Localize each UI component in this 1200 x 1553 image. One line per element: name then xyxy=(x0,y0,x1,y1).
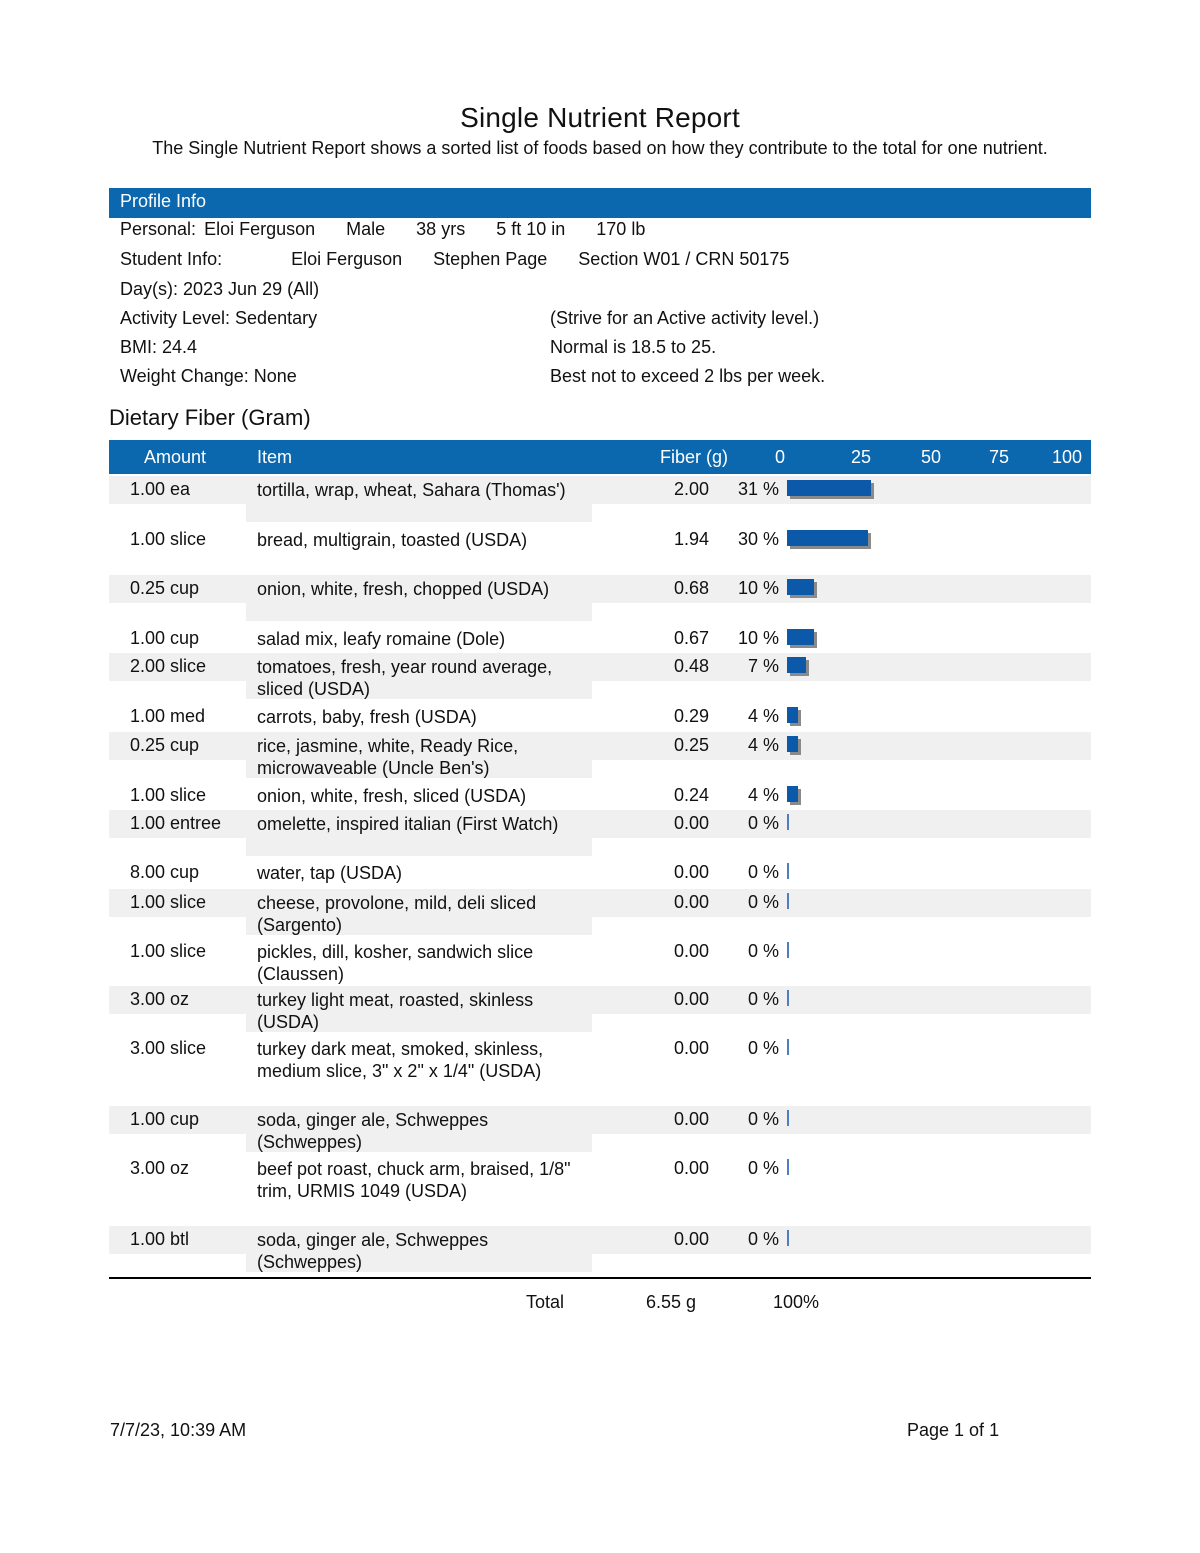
row-percent-bar xyxy=(787,990,789,1006)
row-amount: 3.00 slice xyxy=(130,1038,207,1058)
row-item: turkey dark meat, smoked, skinless, medium slice, 3" x 2" x 1/4" (USDA) xyxy=(257,1039,544,1081)
row-fiber-value: 0.68 xyxy=(673,578,709,598)
profile-header: Profile Info xyxy=(109,188,1091,218)
row-amount: 2.00 slice xyxy=(130,656,207,676)
row-amount: 1.00 cup xyxy=(130,1109,200,1129)
row-percent: 0 % xyxy=(747,1109,779,1129)
row-percent-bar xyxy=(787,1159,789,1175)
row-percent-bar xyxy=(787,814,789,830)
activity-note: (Strive for an Active activity level.) xyxy=(550,308,820,328)
row-amount: 1.00 entree xyxy=(130,813,222,833)
row-percent: 0 % xyxy=(747,1158,779,1178)
scale-tick-0: 0 xyxy=(775,447,786,467)
row-amount: 1.00 med xyxy=(130,706,206,726)
days-line: Day(s): 2023 Jun 29 (All) xyxy=(120,279,320,299)
row-item: salad mix, leafy romaine (Dole) xyxy=(257,629,506,649)
total-percent: 100% xyxy=(773,1292,820,1312)
row-fiber-value: 0.00 xyxy=(673,1158,709,1178)
row-percent: 0 % xyxy=(747,1038,779,1058)
row-item: soda, ginger ale, Schweppes (Schweppes) xyxy=(257,1110,489,1152)
row-item: pickles, dill, kosher, sandwich slice (Claussen) xyxy=(257,942,534,984)
column-amount: Amount xyxy=(144,447,207,467)
row-item: onion, white, fresh, chopped (USDA) xyxy=(257,579,550,599)
row-amount: 1.00 btl xyxy=(130,1229,190,1249)
row-fiber-value: 0.00 xyxy=(673,813,709,833)
row-percent: 30 % xyxy=(737,529,779,549)
row-fiber-value: 0.29 xyxy=(673,706,709,726)
weight-change-line: Weight Change: None xyxy=(120,366,297,386)
personal-line xyxy=(120,219,645,240)
row-amount: 3.00 oz xyxy=(130,989,190,1009)
row-percent-bar xyxy=(787,579,814,595)
row-fiber-value: 0.00 xyxy=(673,1109,709,1129)
row-item: carrots, baby, fresh (USDA) xyxy=(257,707,477,727)
row-percent-bar xyxy=(787,1110,789,1126)
column-item: Item xyxy=(257,447,293,467)
row-percent-bar xyxy=(787,786,798,802)
row-fiber-value: 0.00 xyxy=(673,1038,709,1058)
row-fiber-value: 0.00 xyxy=(673,989,709,1009)
bmi-note: Normal is 18.5 to 25. xyxy=(550,337,717,357)
row-fiber-value: 2.00 xyxy=(673,479,709,499)
row-percent: 0 % xyxy=(747,813,779,833)
row-fiber-value: 0.67 xyxy=(673,628,709,648)
row-item: rice, jasmine, white, Ready Rice, microwaveable (Uncle Ben's) xyxy=(257,736,519,778)
student-section: Section W01 / CRN 50175 xyxy=(578,249,790,269)
row-item: tomatoes, fresh, year round average, sliced (USDA) xyxy=(257,657,553,699)
personal-height: 5 ft 10 in xyxy=(496,219,566,239)
row-amount: 1.00 slice xyxy=(130,785,207,805)
weight-note: Best not to exceed 2 lbs per week. xyxy=(550,366,826,386)
personal-age: 38 yrs xyxy=(416,219,466,239)
bmi-line: BMI: 24.4 xyxy=(120,337,198,357)
row-percent: 0 % xyxy=(747,862,779,882)
row-fiber-value: 0.00 xyxy=(673,892,709,912)
scale-tick-100: 100 xyxy=(1052,447,1083,467)
row-amount: 1.00 slice xyxy=(130,892,207,912)
row-percent-bar xyxy=(787,480,871,496)
row-item: water, tap (USDA) xyxy=(257,863,403,883)
row-amount: 0.25 cup xyxy=(130,578,200,598)
row-fiber-value: 0.00 xyxy=(673,862,709,882)
student-name: Eloi Ferguson xyxy=(291,249,403,269)
row-percent-bar xyxy=(787,1039,789,1055)
activity-line: Activity Level: Sedentary xyxy=(120,308,318,328)
row-percent: 10 % xyxy=(737,578,779,598)
student-line xyxy=(120,249,789,270)
row-percent: 10 % xyxy=(737,628,779,648)
row-percent-bar xyxy=(787,530,868,546)
row-amount: 1.00 slice xyxy=(130,529,207,549)
total-value: 6.55 g xyxy=(646,1292,697,1312)
row-item: omelette, inspired italian (First Watch) xyxy=(257,814,559,834)
personal-label: Personal: xyxy=(120,219,197,239)
column-value: Fiber (g) xyxy=(660,447,729,467)
row-fiber-value: 0.00 xyxy=(673,1229,709,1249)
personal-weight: 170 lb xyxy=(596,219,646,239)
row-percent: 7 % xyxy=(747,656,779,676)
footer-timestamp: 7/7/23, 10:39 AM xyxy=(110,1420,247,1440)
total-divider xyxy=(109,1277,1091,1279)
student-instructor: Stephen Page xyxy=(433,249,548,269)
row-item: soda, ginger ale, Schweppes (Schweppes) xyxy=(257,1230,489,1272)
row-item: onion, white, fresh, sliced (USDA) xyxy=(257,786,527,806)
row-amount: 8.00 cup xyxy=(130,862,200,882)
student-label: Student Info: xyxy=(120,249,223,269)
row-shade xyxy=(246,603,592,621)
row-amount: 1.00 cup xyxy=(130,628,200,648)
row-fiber-value: 0.48 xyxy=(673,656,709,676)
row-percent-bar xyxy=(787,942,789,958)
row-fiber-value: 1.94 xyxy=(673,529,709,549)
row-item: tortilla, wrap, wheat, Sahara (Thomas') xyxy=(257,480,566,500)
row-percent-bar xyxy=(787,629,814,645)
row-fiber-value: 0.00 xyxy=(673,941,709,961)
footer-page: Page 1 of 1 xyxy=(907,1420,1000,1440)
row-percent: 0 % xyxy=(747,892,779,912)
row-percent: 31 % xyxy=(737,479,779,499)
row-item: bread, multigrain, toasted (USDA) xyxy=(257,530,528,550)
row-percent: 4 % xyxy=(747,785,779,805)
row-percent: 4 % xyxy=(747,735,779,755)
row-percent: 0 % xyxy=(747,1229,779,1249)
personal-name: Eloi Ferguson xyxy=(204,219,316,239)
scale-tick-25: 25 xyxy=(851,447,872,467)
row-percent: 0 % xyxy=(747,989,779,1009)
row-percent-bar xyxy=(787,1230,789,1246)
row-fiber-value: 0.25 xyxy=(673,735,709,755)
nutrient-title: Dietary Fiber (Gram) xyxy=(109,405,311,430)
table-header xyxy=(109,440,1091,474)
row-amount: 1.00 slice xyxy=(130,941,207,961)
scale-tick-50: 50 xyxy=(921,447,942,467)
row-amount: 3.00 oz xyxy=(130,1158,190,1178)
row-percent: 0 % xyxy=(747,941,779,961)
scale-tick-75: 75 xyxy=(989,447,1010,467)
row-percent: 4 % xyxy=(747,706,779,726)
personal-sex: Male xyxy=(346,219,386,239)
row-shade xyxy=(246,838,592,856)
row-item: cheese, provolone, mild, deli sliced (Sargento) xyxy=(257,893,537,935)
row-amount: 0.25 cup xyxy=(130,735,200,755)
row-shade xyxy=(246,504,592,522)
row-percent-bar xyxy=(787,893,789,909)
row-percent-bar xyxy=(787,657,806,673)
row-amount: 1.00 ea xyxy=(130,479,191,499)
report-subtitle: The Single Nutrient Report shows a sorted list of foods based on how they contribute to the total for one nutrient. xyxy=(152,138,1048,158)
row-percent-bar xyxy=(787,736,798,752)
report-title: Single Nutrient Report xyxy=(460,102,740,133)
row-item: beef pot roast, chuck arm, braised, 1/8" trim, URMIS 1049 (USDA) xyxy=(257,1159,571,1201)
row-fiber-value: 0.24 xyxy=(673,785,709,805)
row-percent-bar xyxy=(787,863,789,879)
row-percent-bar xyxy=(787,707,798,723)
row-item: turkey light meat, roasted, skinless (USDA) xyxy=(257,990,534,1032)
total-label: Total xyxy=(526,1292,565,1312)
